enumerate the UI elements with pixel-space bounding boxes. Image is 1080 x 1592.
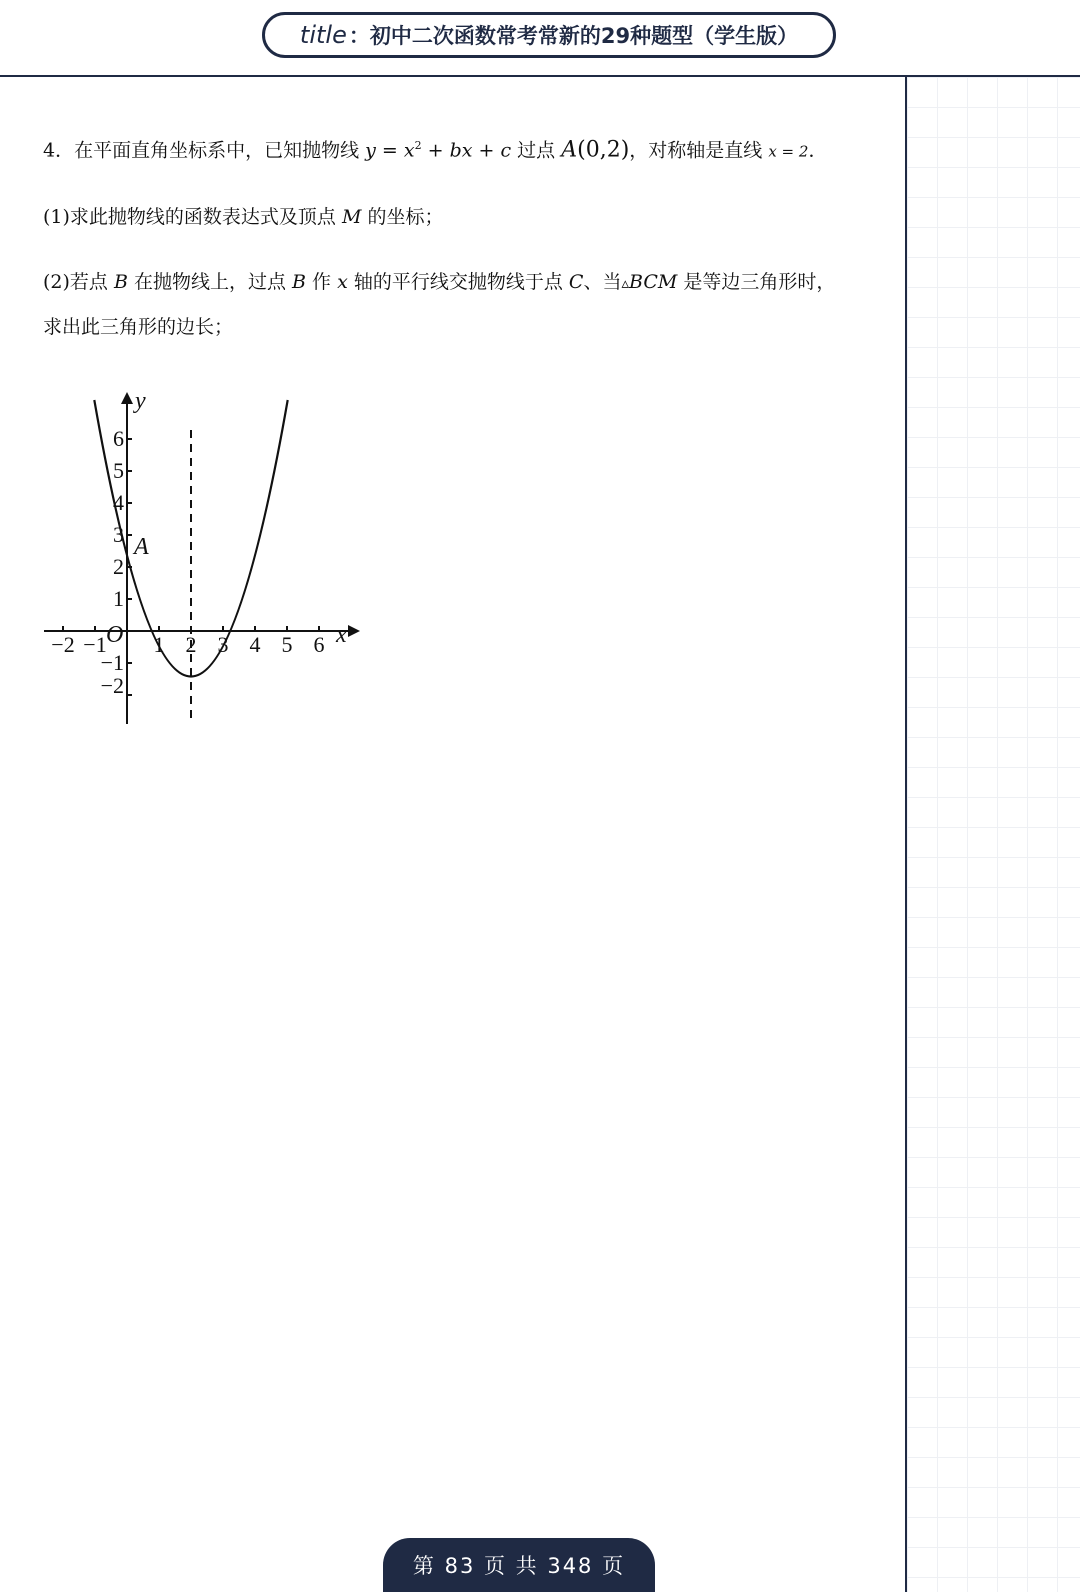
y-axis-label: y [135, 390, 146, 414]
origin-label: O [106, 622, 124, 648]
eq-equals: = [375, 139, 404, 162]
y-tick-label: 1 [113, 586, 124, 611]
page-title [262, 12, 836, 58]
y-tick-label: 6 [113, 426, 124, 451]
part2-h: C [568, 271, 584, 293]
part2-text-i: 、当 [583, 271, 622, 293]
y-tick-label: 2 [113, 554, 124, 579]
part2-text-k: 是等边三角形时， [677, 271, 836, 293]
part2-bcm: BCM [629, 271, 678, 293]
y-tick-label: −2 [100, 673, 124, 698]
side-grid [907, 77, 1080, 1592]
title-text: ：初中二次函数常考常新的29种题型（学生版） [348, 24, 799, 48]
point-a: A [561, 137, 578, 163]
y-tick-label: −1 [100, 650, 124, 675]
x-axis-arrow [348, 625, 360, 637]
problem-number: 4． [43, 139, 75, 162]
part-2-line-2 [43, 314, 233, 340]
part1-post: 的坐标； [361, 206, 444, 228]
page-indicator-text: 第 83 页 共 348 页 [412, 1554, 626, 1578]
triangle-symbol: ▵ [621, 274, 629, 292]
page-indicator [383, 1538, 655, 1592]
problem-statement [43, 133, 827, 164]
title-prefix: title [299, 21, 347, 49]
x-tick-label: 5 [281, 632, 293, 657]
part2-text-c: 在抛物线上，过点 [127, 271, 293, 293]
part1-m: M [341, 206, 362, 228]
part-2-line-1 [43, 269, 835, 296]
x-tick-label: −2 [51, 632, 75, 657]
eq-x: x [403, 139, 415, 162]
part1-pre: (1)求此抛物线的函数表达式及顶点 [43, 206, 342, 228]
part2-text-e: 作 [306, 271, 338, 293]
axis-text: ，对称轴是直线 [629, 139, 769, 162]
point-a-coords: (0,2) [577, 137, 630, 163]
part2-line2-text: 求出此三角形的边长； [43, 316, 234, 338]
x-tick-label: 6 [313, 632, 325, 657]
header-divider [0, 75, 1080, 77]
part2-text-g: 轴的平行线交抛物线于点 [347, 271, 569, 293]
part2-d: B [292, 271, 306, 293]
eq-exponent: 2 [414, 139, 422, 152]
axis-eq: x = 2 [768, 142, 809, 161]
y-axis-arrow [121, 392, 133, 404]
x-tick-label: 3 [217, 632, 229, 657]
y-tick-label: 3 [113, 522, 124, 547]
x-tick-label: −1 [83, 632, 107, 657]
point-a-label: A [134, 534, 149, 560]
y-tick-label: 5 [113, 458, 124, 483]
part2-text-a: (2)若点 [43, 271, 114, 293]
x-tick-label: 2 [185, 632, 197, 657]
x-tick-label: 1 [153, 632, 165, 657]
pass-text: 过点 [511, 139, 562, 162]
x-tick-label: 4 [249, 632, 261, 657]
problem-intro: 在平面直角坐标系中，已知抛物线 [74, 139, 360, 162]
x-axis-label: x [336, 622, 347, 648]
vertical-divider [905, 77, 907, 1592]
eq-rest: + bx + c [421, 139, 512, 162]
statement-end: ． [808, 139, 828, 162]
part-1 [43, 204, 443, 230]
parabola-graph [40, 390, 370, 730]
part2-f: x [337, 271, 348, 293]
part2-b: B [113, 271, 128, 293]
eq-y: y [365, 139, 376, 162]
y-tick-label: 4 [113, 490, 124, 515]
